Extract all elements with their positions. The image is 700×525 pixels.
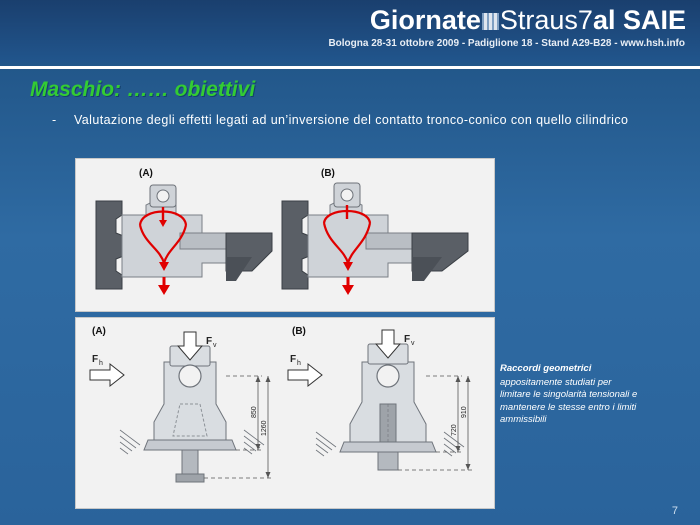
straus7-grid-icon <box>482 13 499 30</box>
dimension-b-2: 720 <box>451 424 458 436</box>
slide-header <box>0 0 700 62</box>
bullet-item <box>52 112 652 129</box>
figure-panel-bottom <box>75 317 495 509</box>
figure-bottom-label-a: (A) <box>92 326 106 337</box>
force-v-sub-a: v <box>213 342 217 349</box>
force-v-sub-b: v <box>411 340 415 347</box>
side-note-title: Raccordi geometrici <box>500 363 592 374</box>
dimension-a-2: 1260 <box>261 420 268 436</box>
page-title: Maschio: …… obiettivi <box>30 78 256 101</box>
header-title <box>370 5 686 36</box>
force-v-label-b: F <box>404 334 411 345</box>
coupler-assembly-a <box>96 185 272 295</box>
figure-top-label-a: (A) <box>139 168 153 179</box>
header-title-part2: Straus7 <box>499 5 593 35</box>
force-h-label-b: F <box>290 354 297 365</box>
side-note <box>500 363 642 427</box>
figure-top-label-b: (B) <box>321 168 335 179</box>
header-title-part1: Giornate <box>369 5 481 35</box>
figure-bottom-label-b: (B) <box>292 326 306 337</box>
force-h-sub-b: h <box>297 360 301 367</box>
force-h-label-a: F <box>92 354 99 365</box>
page-number: 7 <box>671 505 678 517</box>
cross-section-b <box>288 330 472 470</box>
cross-section-a <box>90 332 272 482</box>
bullet-text: Valutazione degli effetti legati ad un’inversione del contatto tronco-conico con quello cilindrico <box>74 113 629 127</box>
figure-bottom-svg <box>76 318 492 506</box>
force-v-label-a: F <box>206 336 213 347</box>
header-title-part3: al SAIE <box>592 5 686 35</box>
dimension-b-1: 910 <box>461 406 468 418</box>
dimension-a-1: 850 <box>251 406 258 418</box>
coupler-assembly-b <box>282 183 468 295</box>
figure-panel-top <box>75 158 495 312</box>
figure-top-svg <box>76 159 492 309</box>
bullet-marker: - <box>52 113 57 127</box>
header-subtitle: Bologna 28-31 ottobre 2009 - Padiglione 18 - Stand A29-B28 - www.hsh.info <box>328 38 685 49</box>
header-divider <box>0 66 700 69</box>
side-note-body: appositamente studiati per limitare le singolarità tensionali e mantenere le stesse entro i limiti ammissibili <box>500 376 638 425</box>
force-h-sub-a: h <box>99 360 103 367</box>
